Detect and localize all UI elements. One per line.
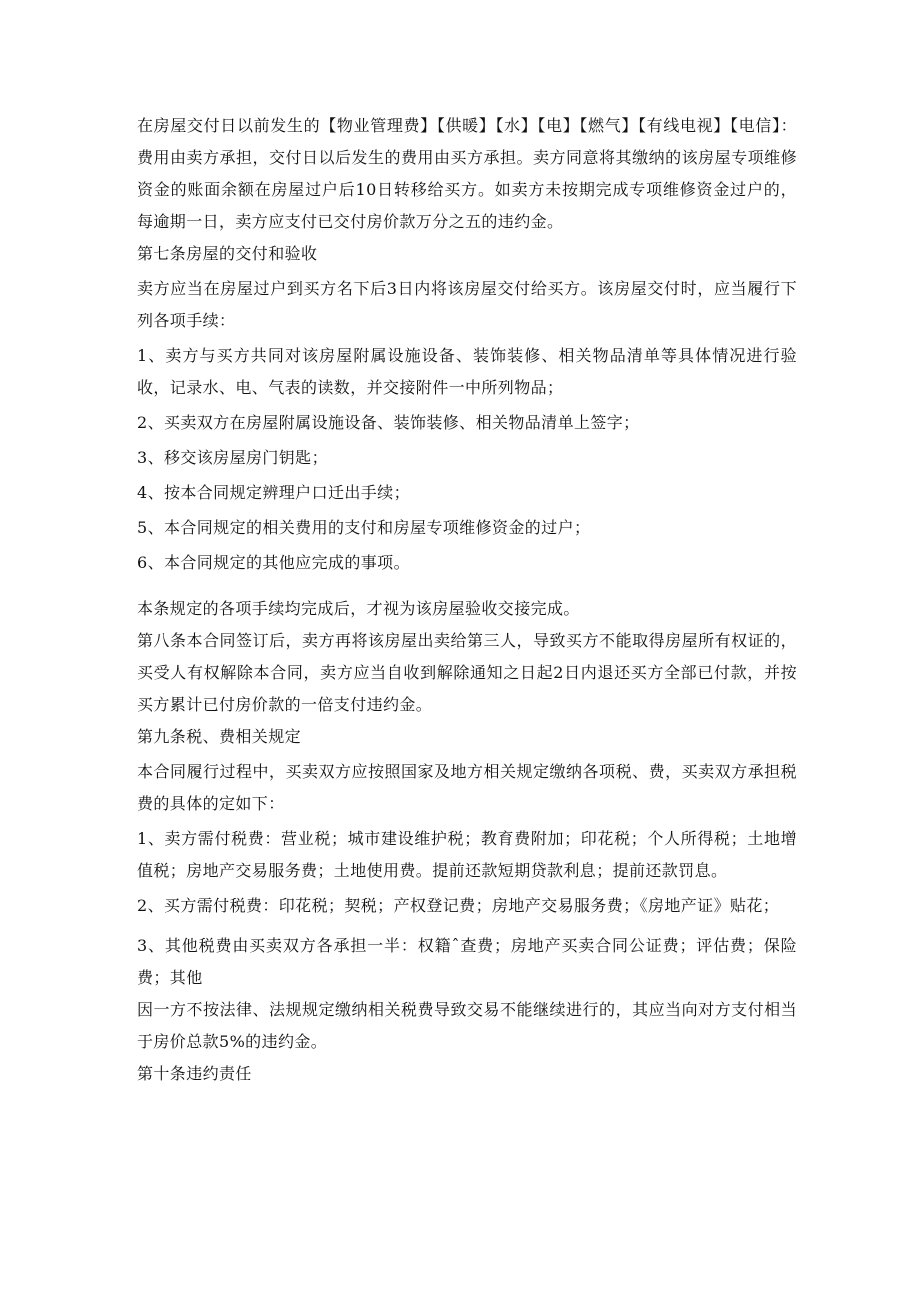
list-item-2: 2、买卖双方在房屋附属设施设备、装饰装修、相关物品清单上签字； [137, 413, 640, 432]
heading-article-7: 第七条房屋的交付和验收 [137, 244, 318, 263]
paragraph-handover-complete: 本条规定的各项手续均完成后，才视为该房屋验收交接完成。 [137, 599, 580, 618]
heading-article-10: 第十条违约责任 [137, 1064, 252, 1083]
paragraph-tax-penalty: 因一方不按法律、法规规定缴纳相关税费导致交易不能继续进行的，其应当向对方支付相当于房价总款5%的违约金。 [137, 1000, 797, 1051]
paragraph-utility-fees: 在房屋交付日以前发生的【物业管理费】【供暖】【水】【电】【燃气】【有线电视】【电信】：费用由卖方承担，交付日以后发生的费用由买方承担。卖方同意将其缴纳的该房屋专项维修资金的账面余额在房屋过户后10日转移给买方。如卖方未按期完成专项维修资金过户的，每逾期一日，卖方应支付已交付房价款万分之五的违约金。 [137, 116, 797, 231]
list-item-shared-taxes: 3、其他税费由买卖双方各承担一半：权籍ˆ查费；房地产买卖合同公证费；评估费；保险费；其他 [137, 936, 797, 987]
list-item-6: 6、本合同规定的其他应完成的事项。 [137, 553, 410, 572]
list-item-1: 1、卖方与买方共同对该房屋附属设施设备、装饰装修、相关物品清单等具体情况进行验收，记录水、电、气表的读数，并交接附件一中所列物品； [137, 346, 797, 397]
paragraph-taxes: 本合同履行过程中，买卖双方应按照国家及地方相关规定缴纳各项税、费，买卖双方承担税费的具体的定如下： [137, 762, 797, 813]
list-item-3: 3、移交该房屋房门钥匙； [137, 448, 328, 467]
list-item-buyer-taxes: 2、买方需付税费：印花税；契税；产权登记费；房地产交易服务费；《房地产证》贴花； [137, 896, 780, 915]
paragraph-delivery: 卖方应当在房屋过户到买方名下后3日内将该房屋交付给买方。该房屋交付时，应当履行下列各项手续： [137, 279, 797, 330]
document-body [137, 110, 797, 1090]
heading-article-9: 第九条税、费相关规定 [137, 727, 302, 746]
paragraph-article-8: 第八条本合同签订后，卖方再将该房屋出卖给第三人，导致买方不能取得房屋所有权证的，买受人有权解除本合同，卖方应当自收到解除通知之日起2日内退还买方全部已付款，并按买方累计已付房价款的一倍支付违约金。 [137, 631, 797, 714]
list-item-4: 4、按本合同规定辨理户口迁出手续； [137, 483, 410, 502]
list-item-seller-taxes: 1、卖方需付税费：营业税；城市建设维护税；教育费附加；印花税；个人所得税；土地增值税；房地产交易服务费；土地使用费。提前还款短期贷款利息；提前还款罚息。 [137, 829, 797, 880]
list-item-5: 5、本合同规定的相关费用的支付和房屋专项维修资金的过户； [137, 518, 591, 537]
